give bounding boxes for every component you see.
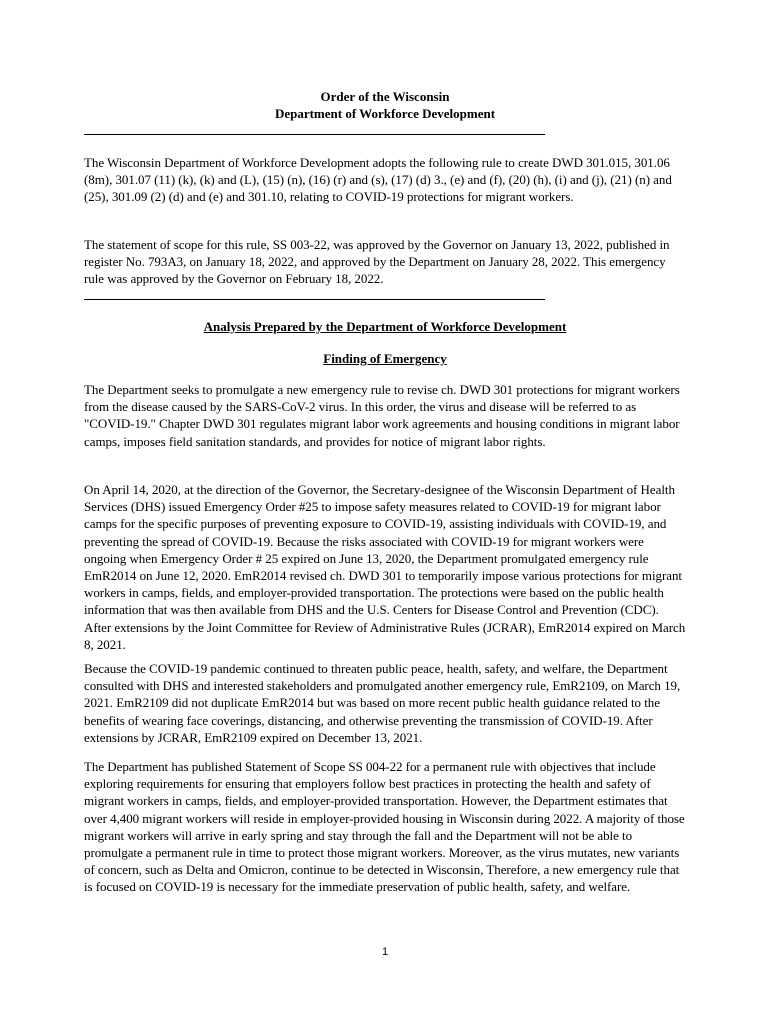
- analysis-heading: Analysis Prepared by the Department of Workforce Development: [203, 319, 567, 334]
- intro-paragraph-rule-description: The Wisconsin Department of Workforce Development adopts the following rule to create DWD 301.015, 301.06 (8m), 301.07 (11) (k), (k) and (L), (15) (n), (16) (r) and (s), (17) (d) 3., (e) and (f), (20) (h), (i) and (j), (21) (n) and (25), 301.09 (2) (d) and (e) and 301.10, relating to COVID-19 protections for migrant workers.: [84, 155, 672, 205]
- intro-paragraph-scope-statement: The statement of scope for this rule, SS 003-22, was approved by the Governor on January 13, 2022, published in register No. 793A3, on January 18, 2022, and approved by the Department on January 28, 2022. This emergency rule was approved by the Governor on February 18, 2022.: [84, 237, 670, 287]
- page-number: 1: [381, 946, 389, 958]
- finding-of-emergency-heading: Finding of Emergency: [323, 351, 447, 366]
- divider-bottom: [84, 299, 545, 300]
- analysis-paragraph-1: The Department seeks to promulgate a new emergency rule to revise ch. DWD 301 protections for migrant workers from the disease caused by the SARS-CoV-2 virus. In this order, the virus and disease will be referred to as "COVID-19." Chapter DWD 301 regulates migrant labor work agreements and housing conditions in migrant labor camps, imposes field sanitation standards, and provides for notice of migrant labor rights.: [84, 382, 680, 449]
- analysis-paragraph-4: The Department has published Statement of Scope SS 004-22 for a permanent rule with objectives that include exploring requirements for ensuring that employers follow best practices in protecting the health and safety of migrant workers in camps, fields, and employer-provided transportation. However, the Department estimates that over 4,400 migrant workers will reside in employer-provided housing in Wisconsin during 2022. A majority of those migrant workers will arrive in early spring and stay through the fall and the Department will not be able to promulgate a permanent rule in time to protect those migrant workers. Moreover, as the virus mutates, new variants of concern, such as Delta and Omicron, continue to be detected in Wisconsin, Therefore, a new emergency rule that is focused on COVID-19 is necessary for the immediate preservation of public health, safety, and welfare.: [84, 759, 685, 895]
- order-title-line-2: Department of Workforce Development: [274, 106, 496, 121]
- divider-top: [84, 134, 545, 135]
- analysis-paragraph-3: Because the COVID-19 pandemic continued to threaten public peace, health, safety, and welfare, the Department consulted with DHS and interested stakeholders and promulgated another emergency rule, EmR2109, on March 19, 2021. EmR2109 did not duplicate EmR2014 but was based on more recent public health guidance related to the benefits of wearing face coverings, distancing, and otherwise preventing the transmission of COVID-19. After extensions by JCRAR, EmR2109 expired on December 13, 2021.: [84, 661, 681, 745]
- analysis-paragraph-2: On April 14, 2020, at the direction of the Governor, the Secretary-designee of the Wisconsin Department of Health Services (DHS) issued Emergency Order #25 to impose safety measures related to COVID-19 for migrant labor camps for the specific purposes of preventing exposure to COVID-19, assisting individuals with COVID-19, and preventing the spread of COVID-19. Because the risks associated with COVID-19 for migrant workers were ongoing when Emergency Order # 25 expired on June 13, 2020, the Department promulgated emergency rule EmR2014 on June 12, 2020. EmR2014 revised ch. DWD 301 to temporarily impose various protections for migrant workers in camps, fields, and employer-provided transportation. The protections were based on the public health information that was then available from DHS and the U.S. Centers for Disease Control and Prevention (CDC). After extensions by the Joint Committee for Review of Administrative Rules (JCRAR), EmR2014 expired on March 8, 2021.: [84, 482, 686, 652]
- order-title-line-1: Order of the Wisconsin: [320, 89, 450, 104]
